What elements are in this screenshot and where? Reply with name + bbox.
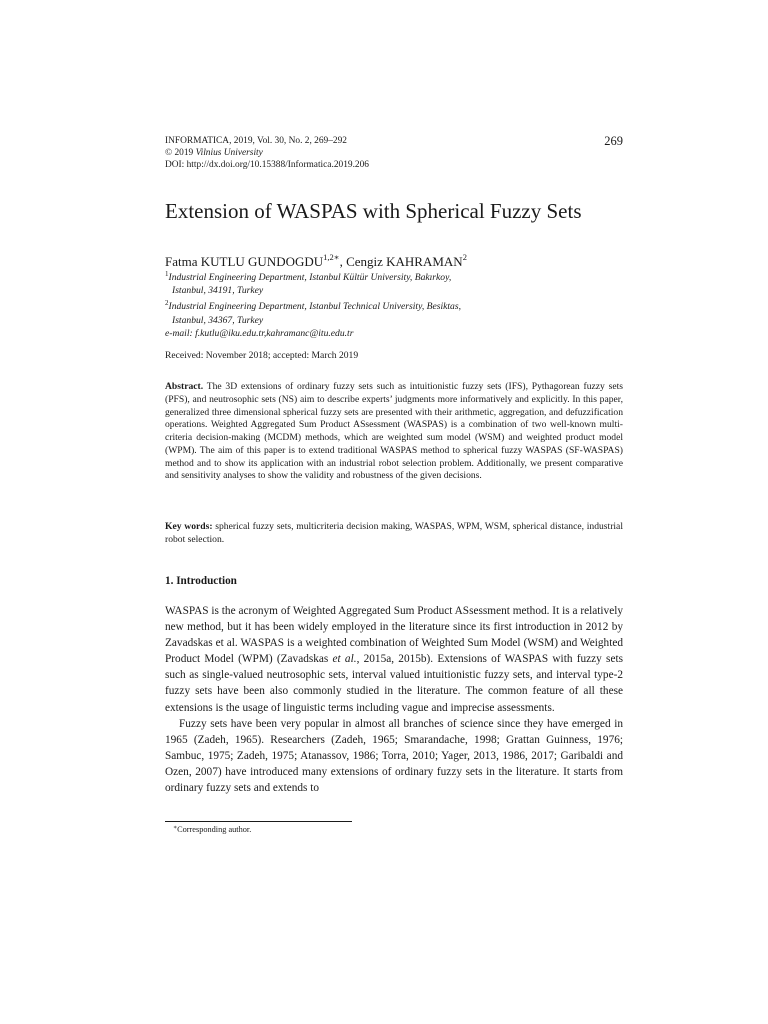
affiliation-line: Industrial Engineering Department, Istanbul Kültür University, Bakırkoy,	[168, 272, 452, 283]
author-name: Cengiz KAHRAMAN	[346, 254, 463, 269]
abstract-label: Abstract.	[165, 381, 204, 392]
paragraph: Fuzzy sets have been very popular in almost all branches of science since they have emerged in 1965 (Zadeh, 1965). Researchers (Zadeh, 1965; Smarandache, 1998; Grattan Guinness, 1976; Sambuc, 1975; Zadeh, 1975; Atanassov, 1986; Torra, 2010; Yager, 2013, 1986, 2017; Garibaldi and Ozen, 2007) have introduced many extensions of ordinary fuzzy sets in the literature. It starts from ordinary fuzzy sets and extends to	[165, 717, 623, 795]
email-line[interactable]: e-mail: f.kutlu@iku.edu.tr,kahramanc@itu.edu.tr	[165, 327, 354, 339]
received-date: Received: November 2018; accepted: March 2019	[165, 350, 359, 361]
et-al: et al.	[332, 653, 357, 666]
doi-line[interactable]: DOI: http://dx.doi.org/10.15388/Informatica.2019.206	[165, 159, 369, 170]
copyright-university: Vilnius University	[195, 147, 263, 158]
footnote-text: Corresponding author.	[177, 825, 252, 834]
page-number: 269	[604, 134, 623, 148]
affiliation-line: Industrial Engineering Department, Istanbul Technical University, Besiktas,	[168, 301, 461, 313]
journal-line: INFORMATICA, 2019, Vol. 30, No. 2, 269–292	[165, 136, 347, 146]
body-text	[165, 603, 623, 796]
author-line	[165, 249, 467, 270]
author-superscript: 2	[462, 252, 467, 262]
affiliation-superscript: 2	[165, 299, 169, 308]
affiliation-1-city: Istanbul, 34191, Turkey	[172, 285, 264, 297]
keywords-text: spherical fuzzy sets, multicriteria decision making, WASPAS, WPM, WSM, spherical distance, industrial robot selection.	[165, 521, 623, 545]
paragraph-text: WASPAS is the acronym of Weighted Aggregated Sum Product ASsessment method. It is a relatively new method, but it has been widely employed in the literature since its first introduction in 2012 by Zavadskas et al. WASPAS is a weighted combination of Weighted Sum Model (WSM) and Weighted Product Model (WPM) (Zavadskas	[165, 605, 623, 666]
affiliation-1	[165, 268, 623, 284]
author-name: Fatma KUTLU GUNDOGDU	[165, 254, 324, 269]
footnote	[173, 824, 251, 834]
keywords-label: Key words:	[165, 521, 213, 532]
footnote-marker: ∗	[173, 825, 178, 831]
paragraph-text: , 2015a, 2015b). Extensions of WASPAS with fuzzy sets such as single-valued neutrosophic sets, interval valued intuitionistic fuzzy sets, and interval type-2 fuzzy sets have been also commonly studied in the literature. The common feature of all these extensions is the usage of linguistic terms including vague and imprecise assessments.	[165, 653, 623, 714]
affiliation-2	[165, 297, 623, 313]
affiliation-superscript: 1	[165, 270, 169, 278]
copyright-line	[165, 148, 623, 160]
keywords	[165, 521, 623, 547]
author-superscript: 1,2∗	[323, 252, 340, 262]
journal-header	[165, 136, 623, 171]
copyright-prefix: © 2019	[165, 147, 196, 158]
affiliation-2-city: Istanbul, 34367, Turkey	[172, 314, 264, 326]
affiliations	[165, 268, 623, 340]
section-heading: 1. Introduction	[165, 575, 237, 587]
paragraph	[165, 603, 623, 716]
author-separator: ,	[339, 254, 347, 269]
paper-title: Extension of WASPAS with Spherical Fuzzy Sets	[165, 199, 582, 223]
abstract	[165, 381, 623, 483]
abstract-text: The 3D extensions of ordinary fuzzy sets such as intuitionistic fuzzy sets (IFS), Pythagorean fuzzy sets (PFS), and neutrosophic sets (NS) aim to describe experts’ judgments more informatively and explicitly. In this paper, generalized three dimensional spherical fuzzy sets are presented with their arithmetic, aggregation, and defuzzification operations. Weighted Aggregated Sum Product ASsessment (WASPAS) is a combination of two well-known multi-criteria decision-making (MCDM) methods, which are weighted sum model (WSM) and weighted product model (WPM). The aim of this paper is to extend traditional WASPAS method to spherical fuzzy WASPAS (SF-WASPAS) method and to show its application with an industrial robot selection problem. Additionally, we present comparative and sensitivity analyses to show the validity and robustness of the given decisions.	[165, 381, 623, 482]
footnote-rule	[165, 821, 352, 822]
